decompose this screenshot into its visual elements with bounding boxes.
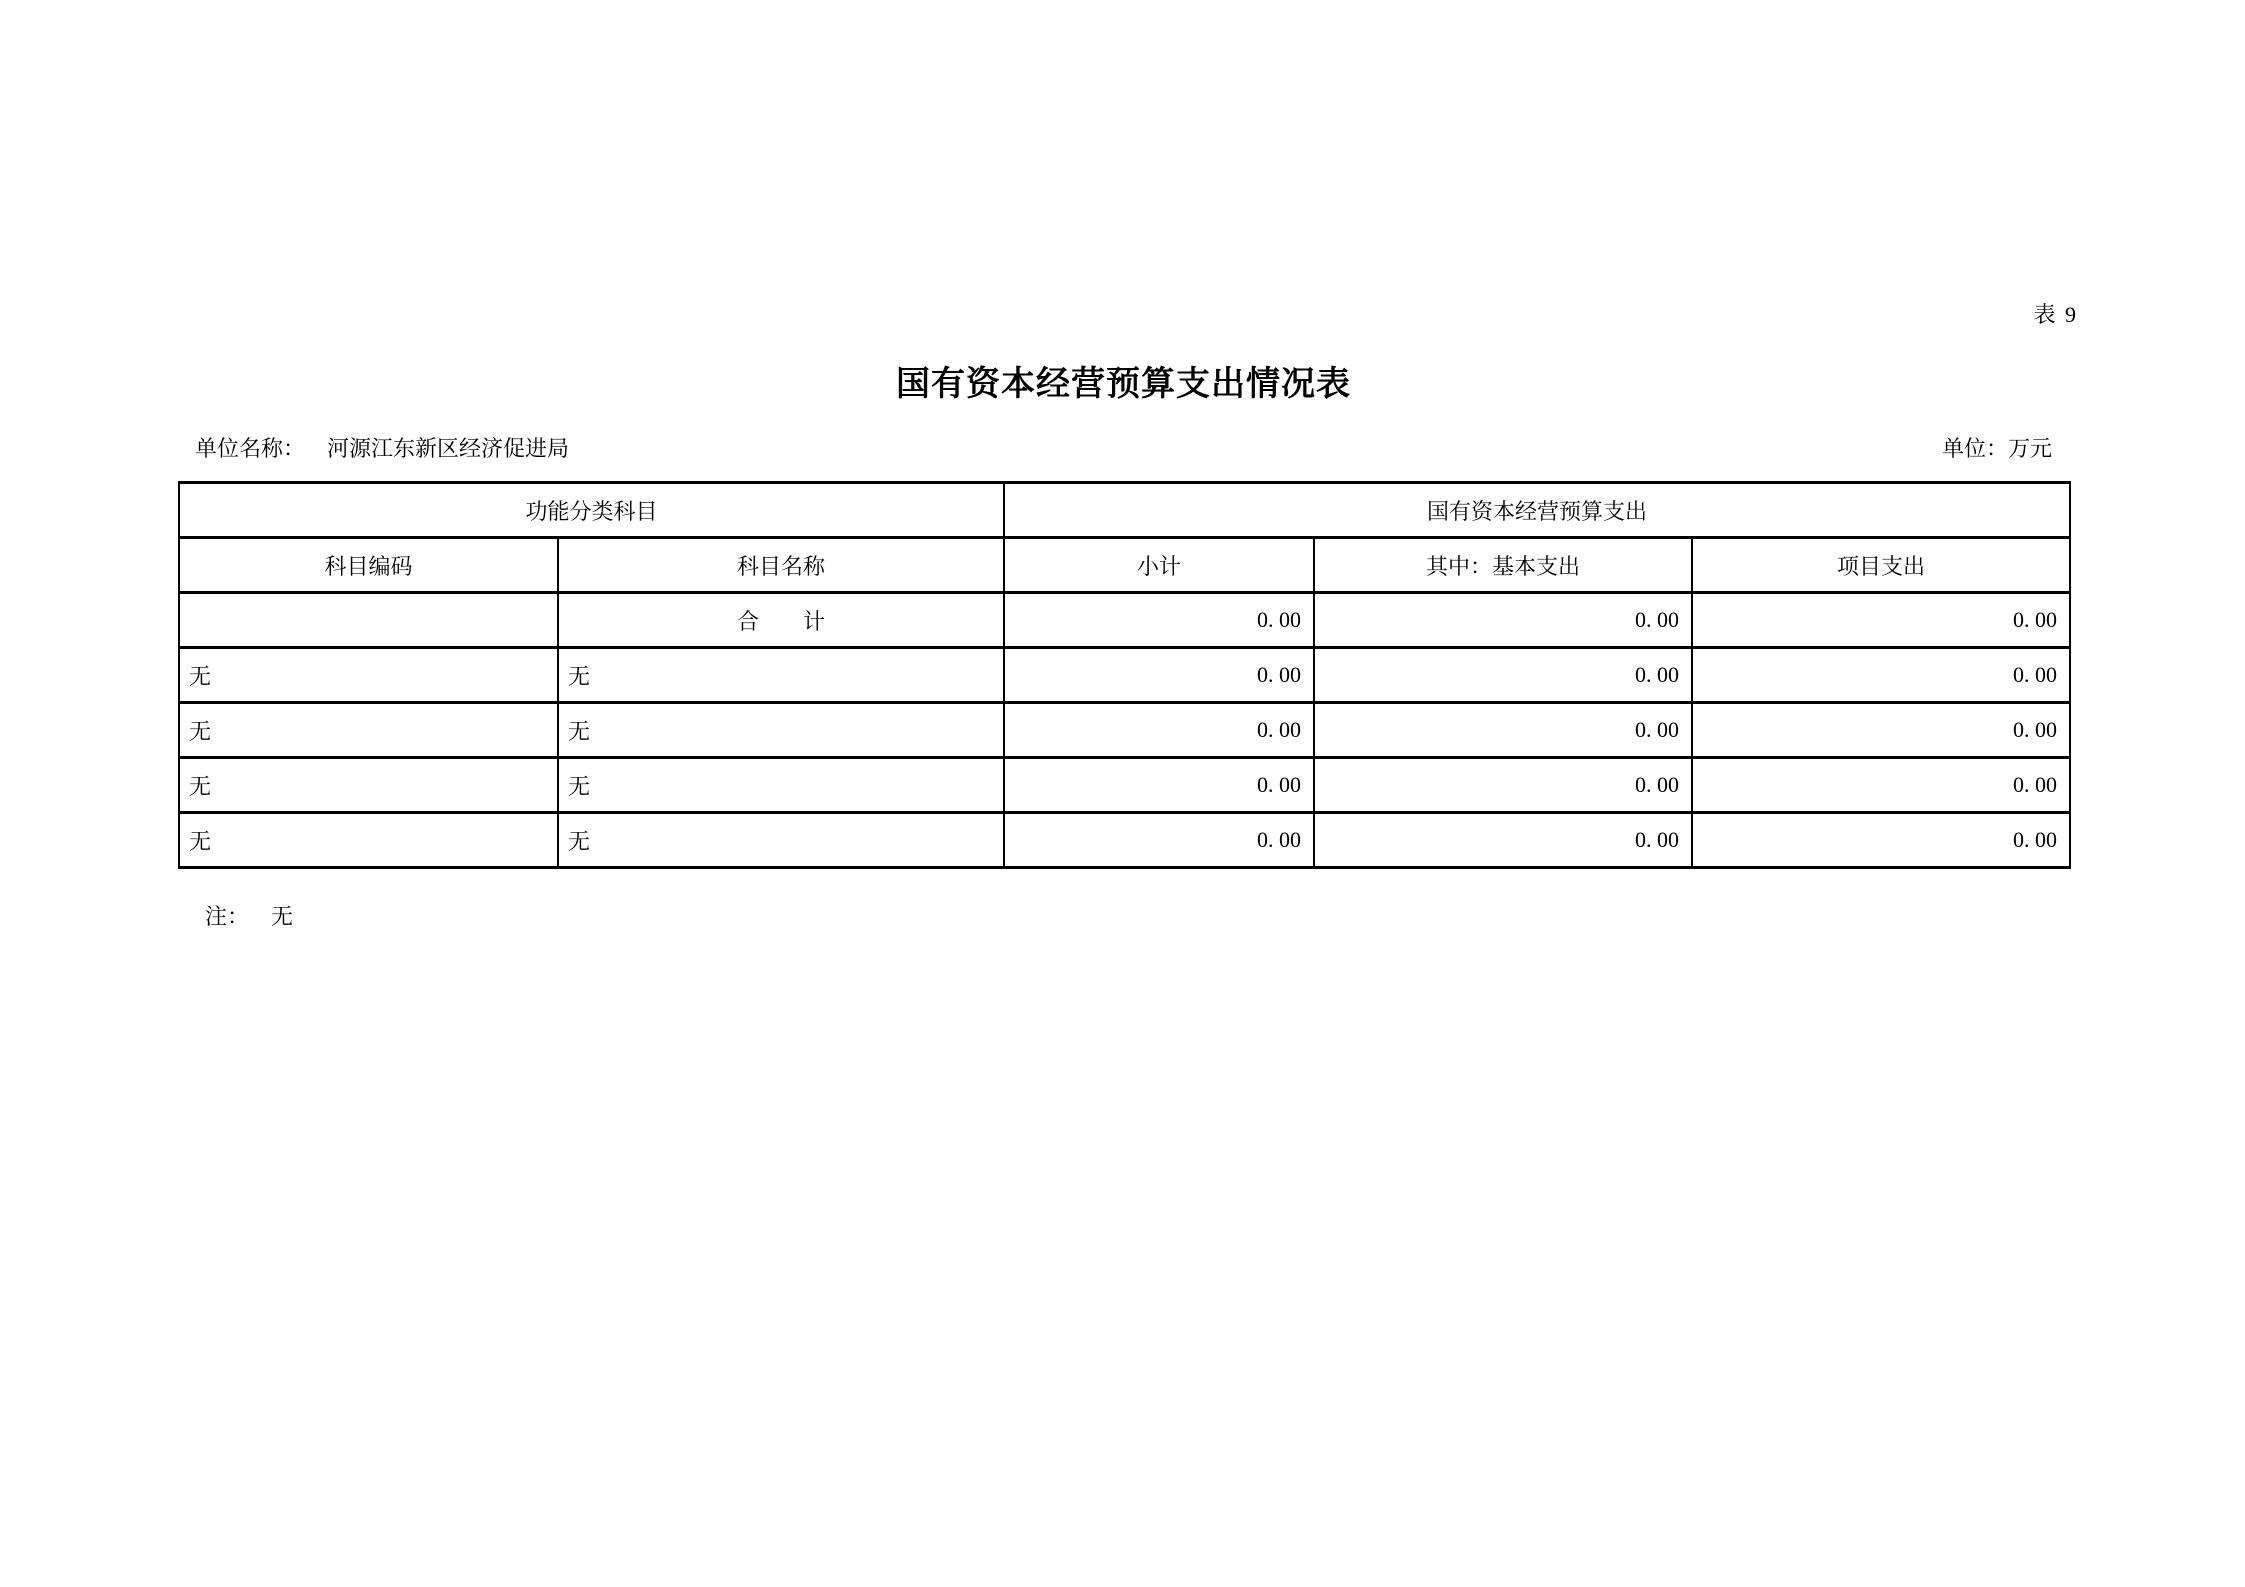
col-header-code: 科目编码 [179, 538, 558, 593]
cell-project: 0. 00 [1692, 813, 2070, 868]
cell-code: 无 [179, 813, 558, 868]
cell-subtotal: 0. 00 [1004, 813, 1314, 868]
cell-subtotal: 0. 00 [1004, 758, 1314, 813]
cell-name: 无 [558, 813, 1004, 868]
group-header-function: 功能分类科目 [179, 483, 1004, 538]
cell-project: 0. 00 [1692, 758, 2070, 813]
note [205, 900, 293, 931]
cell-basic: 0. 00 [1314, 813, 1692, 868]
col-header-subtotal: 小计 [1004, 538, 1314, 593]
cell-name: 无 [558, 703, 1004, 758]
table-row-total [179, 593, 2070, 648]
cell-basic: 0. 00 [1314, 703, 1692, 758]
col-header-basic: 其中：基本支出 [1314, 538, 1692, 593]
cell-project: 0. 00 [1692, 703, 2070, 758]
note-label: 注： [205, 904, 250, 929]
meta-row [195, 432, 2052, 463]
cell-code: 无 [179, 703, 558, 758]
note-value: 无 [271, 904, 294, 929]
cell-code [179, 593, 558, 648]
budget-table [178, 481, 2071, 869]
cell-name: 合 计 [558, 593, 1004, 648]
cell-subtotal: 0. 00 [1004, 648, 1314, 703]
table-row [179, 703, 2070, 758]
cell-subtotal: 0. 00 [1004, 703, 1314, 758]
sheet-number: 表 9 [2033, 302, 2078, 327]
cell-code: 无 [179, 758, 558, 813]
unit-name-label: 单位名称： [195, 436, 306, 461]
group-header-row [179, 483, 2070, 538]
table-row [179, 758, 2070, 813]
table-row [179, 813, 2070, 868]
table-row [179, 648, 2070, 703]
cell-project: 0. 00 [1692, 648, 2070, 703]
cell-code: 无 [179, 648, 558, 703]
unit-name [195, 432, 569, 463]
currency-unit-label: 单位：万元 [1941, 436, 2052, 461]
page-title: 国有资本经营预算支出情况表 [896, 366, 1351, 403]
cell-name: 无 [558, 648, 1004, 703]
col-header-name: 科目名称 [558, 538, 1004, 593]
column-header-row [179, 538, 2070, 593]
cell-name: 无 [558, 758, 1004, 813]
col-header-project: 项目支出 [1692, 538, 2070, 593]
group-header-expenditure: 国有资本经营预算支出 [1004, 483, 2070, 538]
cell-project: 0. 00 [1692, 593, 2070, 648]
cell-subtotal: 0. 00 [1004, 593, 1314, 648]
cell-basic: 0. 00 [1314, 758, 1692, 813]
unit-name-value: 河源江东新区经济促进局 [327, 436, 570, 461]
cell-basic: 0. 00 [1314, 648, 1692, 703]
cell-basic: 0. 00 [1314, 593, 1692, 648]
